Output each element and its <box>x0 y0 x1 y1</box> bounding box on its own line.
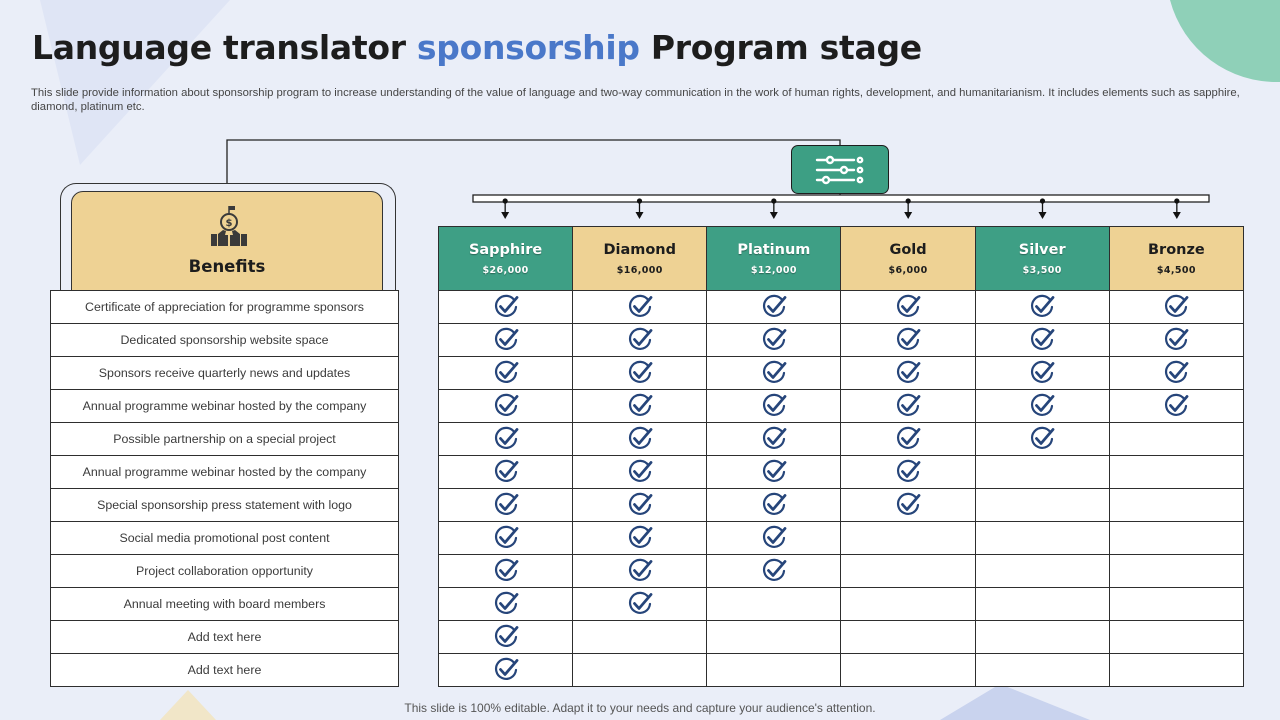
tier-cell <box>1109 291 1243 324</box>
benefits-header-card <box>71 191 383 294</box>
benefit-label: Annual meeting with board members <box>51 588 399 621</box>
check-circle-icon <box>493 459 519 485</box>
tier-cell <box>975 456 1109 489</box>
tier-cell <box>439 456 573 489</box>
tier-cell <box>1109 489 1243 522</box>
benefit-row <box>51 423 399 456</box>
tier-row <box>439 555 1244 588</box>
check-circle-icon <box>895 393 921 419</box>
tier-cell <box>841 588 975 621</box>
check-circle-icon <box>1163 393 1189 419</box>
check-circle-icon <box>493 492 519 518</box>
tier-header-silver <box>975 227 1109 291</box>
check-circle-icon <box>761 558 787 584</box>
thumbs-up-money-icon <box>207 204 251 248</box>
check-circle-icon <box>761 426 787 452</box>
check-circle-icon <box>493 558 519 584</box>
tier-cell <box>439 588 573 621</box>
tier-name: Silver <box>1018 241 1066 258</box>
check-circle-icon <box>1029 294 1055 320</box>
tier-cell <box>975 522 1109 555</box>
tier-cell <box>439 555 573 588</box>
tier-row <box>439 291 1244 324</box>
tier-cell <box>573 555 707 588</box>
tier-price: $3,500 <box>1022 264 1062 276</box>
tier-header-sapphire <box>439 227 573 291</box>
benefit-row <box>51 555 399 588</box>
title-highlight: sponsorship <box>416 28 640 67</box>
benefit-row <box>51 489 399 522</box>
tier-cell <box>975 588 1109 621</box>
tier-cell <box>707 654 841 687</box>
tier-name: Bronze <box>1148 241 1205 258</box>
tier-name: Diamond <box>603 241 677 258</box>
check-circle-icon <box>493 657 519 683</box>
tier-cell <box>841 423 975 456</box>
tier-cell <box>707 423 841 456</box>
check-circle-icon <box>627 426 653 452</box>
tier-cell <box>1109 324 1243 357</box>
svg-text:$: $ <box>225 218 233 229</box>
check-circle-icon <box>895 426 921 452</box>
tier-cell <box>975 654 1109 687</box>
check-circle-icon <box>493 426 519 452</box>
tier-price: $6,000 <box>888 264 928 276</box>
tier-cell <box>707 588 841 621</box>
check-circle-icon <box>493 624 519 650</box>
tier-cell <box>975 489 1109 522</box>
tier-cell <box>573 522 707 555</box>
tier-row <box>439 522 1244 555</box>
check-circle-icon <box>761 294 787 320</box>
check-circle-icon <box>761 360 787 386</box>
tier-cell <box>841 390 975 423</box>
tier-name: Gold <box>889 241 927 258</box>
tier-cell <box>841 555 975 588</box>
tier-cell <box>841 357 975 390</box>
check-circle-icon <box>895 294 921 320</box>
check-circle-icon <box>493 294 519 320</box>
tier-cell <box>975 324 1109 357</box>
check-circle-icon <box>627 327 653 353</box>
check-circle-icon <box>895 459 921 485</box>
sliders-icon <box>814 155 866 185</box>
tier-cell <box>707 621 841 654</box>
benefits-table <box>50 290 399 687</box>
tier-cell <box>841 324 975 357</box>
check-circle-icon <box>761 459 787 485</box>
tier-price: $26,000 <box>482 264 529 276</box>
check-circle-icon <box>1163 294 1189 320</box>
tier-cell <box>841 489 975 522</box>
check-circle-icon <box>761 327 787 353</box>
check-circle-icon <box>627 459 653 485</box>
check-circle-icon <box>1029 393 1055 419</box>
tier-cell <box>1109 555 1243 588</box>
tier-cell <box>573 291 707 324</box>
tier-cell <box>573 489 707 522</box>
check-circle-icon <box>1163 327 1189 353</box>
tier-cell <box>1109 423 1243 456</box>
tier-cell <box>573 456 707 489</box>
benefit-label: Special sponsorship press statement with logo <box>51 489 399 522</box>
check-circle-icon <box>627 558 653 584</box>
tier-cell <box>439 522 573 555</box>
tier-row <box>439 588 1244 621</box>
tier-row <box>439 489 1244 522</box>
tier-cell <box>1109 588 1243 621</box>
benefit-label: Annual programme webinar hosted by the company <box>51 390 399 423</box>
tier-header-gold <box>841 227 975 291</box>
benefit-row <box>51 390 399 423</box>
tier-cell <box>1109 522 1243 555</box>
sliders-icon-box <box>791 145 889 194</box>
benefit-label: Sponsors receive quarterly news and updates <box>51 357 399 390</box>
tier-cell <box>573 324 707 357</box>
check-circle-icon <box>761 525 787 551</box>
tier-cell <box>573 654 707 687</box>
benefit-label: Add text here <box>51 654 399 687</box>
check-circle-icon <box>493 393 519 419</box>
benefit-row <box>51 621 399 654</box>
check-circle-icon <box>627 525 653 551</box>
tier-header-diamond <box>573 227 707 291</box>
tier-cell <box>975 357 1109 390</box>
benefit-row <box>51 654 399 687</box>
tier-cell <box>841 291 975 324</box>
tier-row <box>439 621 1244 654</box>
tier-cell <box>975 291 1109 324</box>
check-circle-icon <box>1029 327 1055 353</box>
benefit-label: Social media promotional post content <box>51 522 399 555</box>
check-circle-icon <box>627 591 653 617</box>
tier-row <box>439 654 1244 687</box>
check-circle-icon <box>761 393 787 419</box>
tier-header-platinum <box>707 227 841 291</box>
check-circle-icon <box>627 294 653 320</box>
tier-cell <box>841 456 975 489</box>
check-circle-icon <box>627 492 653 518</box>
tier-comparison-table <box>438 226 1244 687</box>
slide-description: This slide provide information about sponsorship program to increase understanding of the value of language and two-way communication in the work of human rights, development, and humanitarianism. It includes elements such as sapphire, diamond, platinum etc. <box>31 87 1240 113</box>
tier-row <box>439 456 1244 489</box>
check-circle-icon <box>493 360 519 386</box>
tier-cell <box>1109 456 1243 489</box>
tier-cell <box>975 423 1109 456</box>
tier-row <box>439 357 1244 390</box>
tier-cell <box>573 423 707 456</box>
benefit-label: Annual programme webinar hosted by the company <box>51 456 399 489</box>
tier-cell <box>975 390 1109 423</box>
tier-cell <box>707 390 841 423</box>
tier-cell <box>439 423 573 456</box>
tier-price: $12,000 <box>750 264 797 276</box>
tier-cell <box>439 621 573 654</box>
check-circle-icon <box>1163 360 1189 386</box>
tier-cell <box>439 390 573 423</box>
tier-cell <box>573 357 707 390</box>
tier-header-bronze <box>1109 227 1243 291</box>
check-circle-icon <box>1029 426 1055 452</box>
tier-cell <box>707 555 841 588</box>
tier-cell <box>707 489 841 522</box>
tier-cell <box>707 522 841 555</box>
tier-row <box>439 390 1244 423</box>
footer-note: This slide is 100% editable. Adapt it to your needs and capture your audience's attention. <box>404 701 876 715</box>
check-circle-icon <box>493 525 519 551</box>
page-title: Language translator sponsorship Program stage <box>32 28 922 67</box>
benefit-row <box>51 522 399 555</box>
check-circle-icon <box>493 591 519 617</box>
tier-cell <box>1109 390 1243 423</box>
tier-cell <box>707 291 841 324</box>
check-circle-icon <box>895 327 921 353</box>
benefit-row <box>51 357 399 390</box>
tier-cell <box>573 588 707 621</box>
tier-cell <box>1109 654 1243 687</box>
benefit-label: Dedicated sponsorship website space <box>51 324 399 357</box>
check-circle-icon <box>895 360 921 386</box>
check-circle-icon <box>895 492 921 518</box>
tier-price: $4,500 <box>1156 264 1196 276</box>
tier-cell <box>975 555 1109 588</box>
tier-cell <box>975 621 1109 654</box>
benefit-label: Project collaboration opportunity <box>51 555 399 588</box>
benefit-row <box>51 291 399 324</box>
tier-cell <box>841 522 975 555</box>
tier-name: Sapphire <box>468 241 543 258</box>
tier-cell <box>439 489 573 522</box>
benefit-row <box>51 456 399 489</box>
benefit-label: Add text here <box>51 621 399 654</box>
tier-price: $16,000 <box>616 264 663 276</box>
benefits-title: Benefits <box>188 257 266 276</box>
tier-cell <box>707 324 841 357</box>
tier-name: Platinum <box>737 241 811 258</box>
check-circle-icon <box>1029 360 1055 386</box>
check-circle-icon <box>627 393 653 419</box>
check-circle-icon <box>627 360 653 386</box>
check-circle-icon <box>761 492 787 518</box>
tier-cell <box>439 324 573 357</box>
tier-row <box>439 324 1244 357</box>
benefit-label: Possible partnership on a special project <box>51 423 399 456</box>
tier-cell <box>841 654 975 687</box>
tier-cell <box>573 621 707 654</box>
tier-cell <box>841 621 975 654</box>
benefit-row <box>51 588 399 621</box>
tier-cell <box>707 357 841 390</box>
benefit-label: Certificate of appreciation for programme sponsors <box>51 291 399 324</box>
tier-cell <box>1109 357 1243 390</box>
benefit-row <box>51 324 399 357</box>
tier-cell <box>439 357 573 390</box>
tier-row <box>439 423 1244 456</box>
check-circle-icon <box>493 327 519 353</box>
tier-cell <box>573 390 707 423</box>
tier-cell <box>439 291 573 324</box>
tier-cell <box>1109 621 1243 654</box>
tier-cell <box>439 654 573 687</box>
tier-cell <box>707 456 841 489</box>
